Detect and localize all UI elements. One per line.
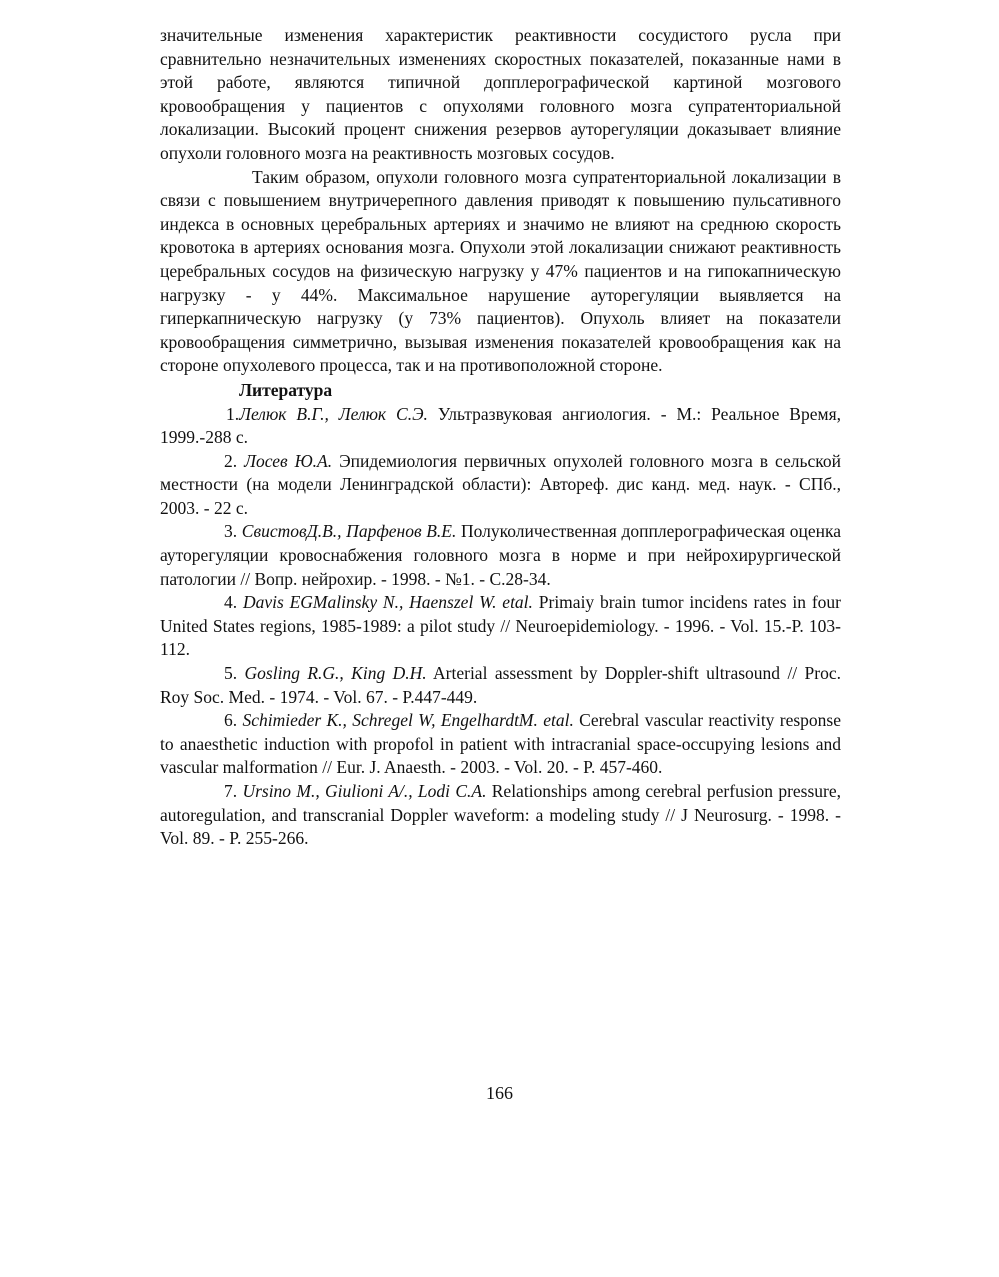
reference-number: 6. (224, 710, 243, 731)
reference-number: 2. (224, 450, 245, 471)
page-number: 166 (486, 1083, 513, 1103)
reference-authors: СвистовД.В., Парфенов В.Е. (241, 521, 457, 542)
reference-authors: Лелюк В.Г., Лелюк С.Э. (239, 403, 428, 424)
reference-authors: Ursino M., Giulioni A/., Lodi C.A. (242, 781, 487, 801)
reference-number: 3. (224, 521, 242, 542)
reference-authors: Schimieder K., Schregel W, EngelhardtM. etal. (242, 710, 574, 731)
reference-item (160, 520, 841, 591)
reference-number: 5. (224, 663, 245, 684)
reference-item (160, 450, 841, 521)
reference-item (160, 662, 841, 709)
reference-item (160, 591, 841, 662)
reference-text: Primaiy brain tumor incidens rates in four United States regions, 1985-1989: a pilot study // Neuroepidemiology. - 1996. - Vol. 15.-P. 103-112. (160, 592, 842, 660)
page-body (160, 24, 841, 851)
reference-item (160, 709, 841, 780)
literature-heading: Литература (239, 379, 333, 400)
reference-list (160, 403, 841, 851)
reference-text: Relationships among cerebral perfusion pressure, autoregulation, and transcranial Doppler waveform: a modeling study // J Neurosurg. - 1998. - Vol. 89. - P. 255-266. (160, 781, 842, 849)
reference-text: Cerebral vascular reactivity response to anaesthetic induction with propofol in patient with intracranial space-occupying lesions and vascular malformation // Eur. J. Anaesth. - 2003. - Vol. 20. - P. 457-460. (160, 710, 841, 778)
reference-number: 4. (224, 592, 243, 613)
reference-authors: Лосев Ю.А. (244, 450, 333, 471)
reference-authors: Davis EGMalinsky N., Haenszel W. etal. (242, 592, 533, 613)
reference-text: Эпидемиология первичных опухолей головного мозга в сельской местности (на модели Ленинградской области): Автореф. дис канд. мед. наук. - СПб., 2003. - 22 с. (160, 450, 842, 518)
body-paragraph-1: значительные изменения характеристик реактивности сосудистого русла при сравнительно незначительных изменениях скоростных показателей, показанные нами в этой работе, являются типичной допплерографической картиной мозгового кровообращения у пациентов с опухолями головного мозга супратенториальной локализации. Высокий процент снижения резервов ауторегуляции доказывает влияние опухоли головного мозга на реактивность мозговых сосудов. (160, 25, 841, 163)
reference-text: Ультразвуковая ангиология. - М.: Реальное Время, 1999.-288 с. (160, 403, 841, 448)
reference-text: Arterial assessment by Doppler-shift ultrasound // Proc. Roy Soc. Med. - 1974. - Vol. 67. - P.447-449. (160, 663, 842, 707)
reference-authors: Gosling R.G., King D.H. (244, 663, 427, 684)
body-paragraph-2: Таким образом, опухоли головного мозга супратенториальной локализации в связи с повышением внутричерепного давления приводят к повышению пульсативного индекса в основных церебральных артериях и значимо не влияют на среднюю скорость кровотока в артериях основания мозга. Опухоли этой локализации снижают реактивность церебральных сосудов на физическую нагрузку у 47% пациентов и на гипокапническую нагрузку - у 44%. Максимальное нарушение ауторегуляции выявляется на гиперкапническую нагрузку (у 73% пациентов). Опухоль влияет на показатели кровообращения симметрично, вызывая изменения показателей кровообращения как на стороне опухолевого процесса, так и на противоположной стороне. (160, 166, 841, 376)
reference-number: 1. (226, 403, 240, 424)
reference-text: Полуколичественная допплерографическая оценка ауторегуляции кровоснабжения головного мозга в норме и при нейрохирургической патологии // Вопр. нейрохир. - 1998. - №1. - С.28-34. (160, 521, 841, 589)
reference-item (160, 403, 841, 450)
reference-item (160, 780, 841, 851)
reference-number: 7. (224, 781, 243, 801)
